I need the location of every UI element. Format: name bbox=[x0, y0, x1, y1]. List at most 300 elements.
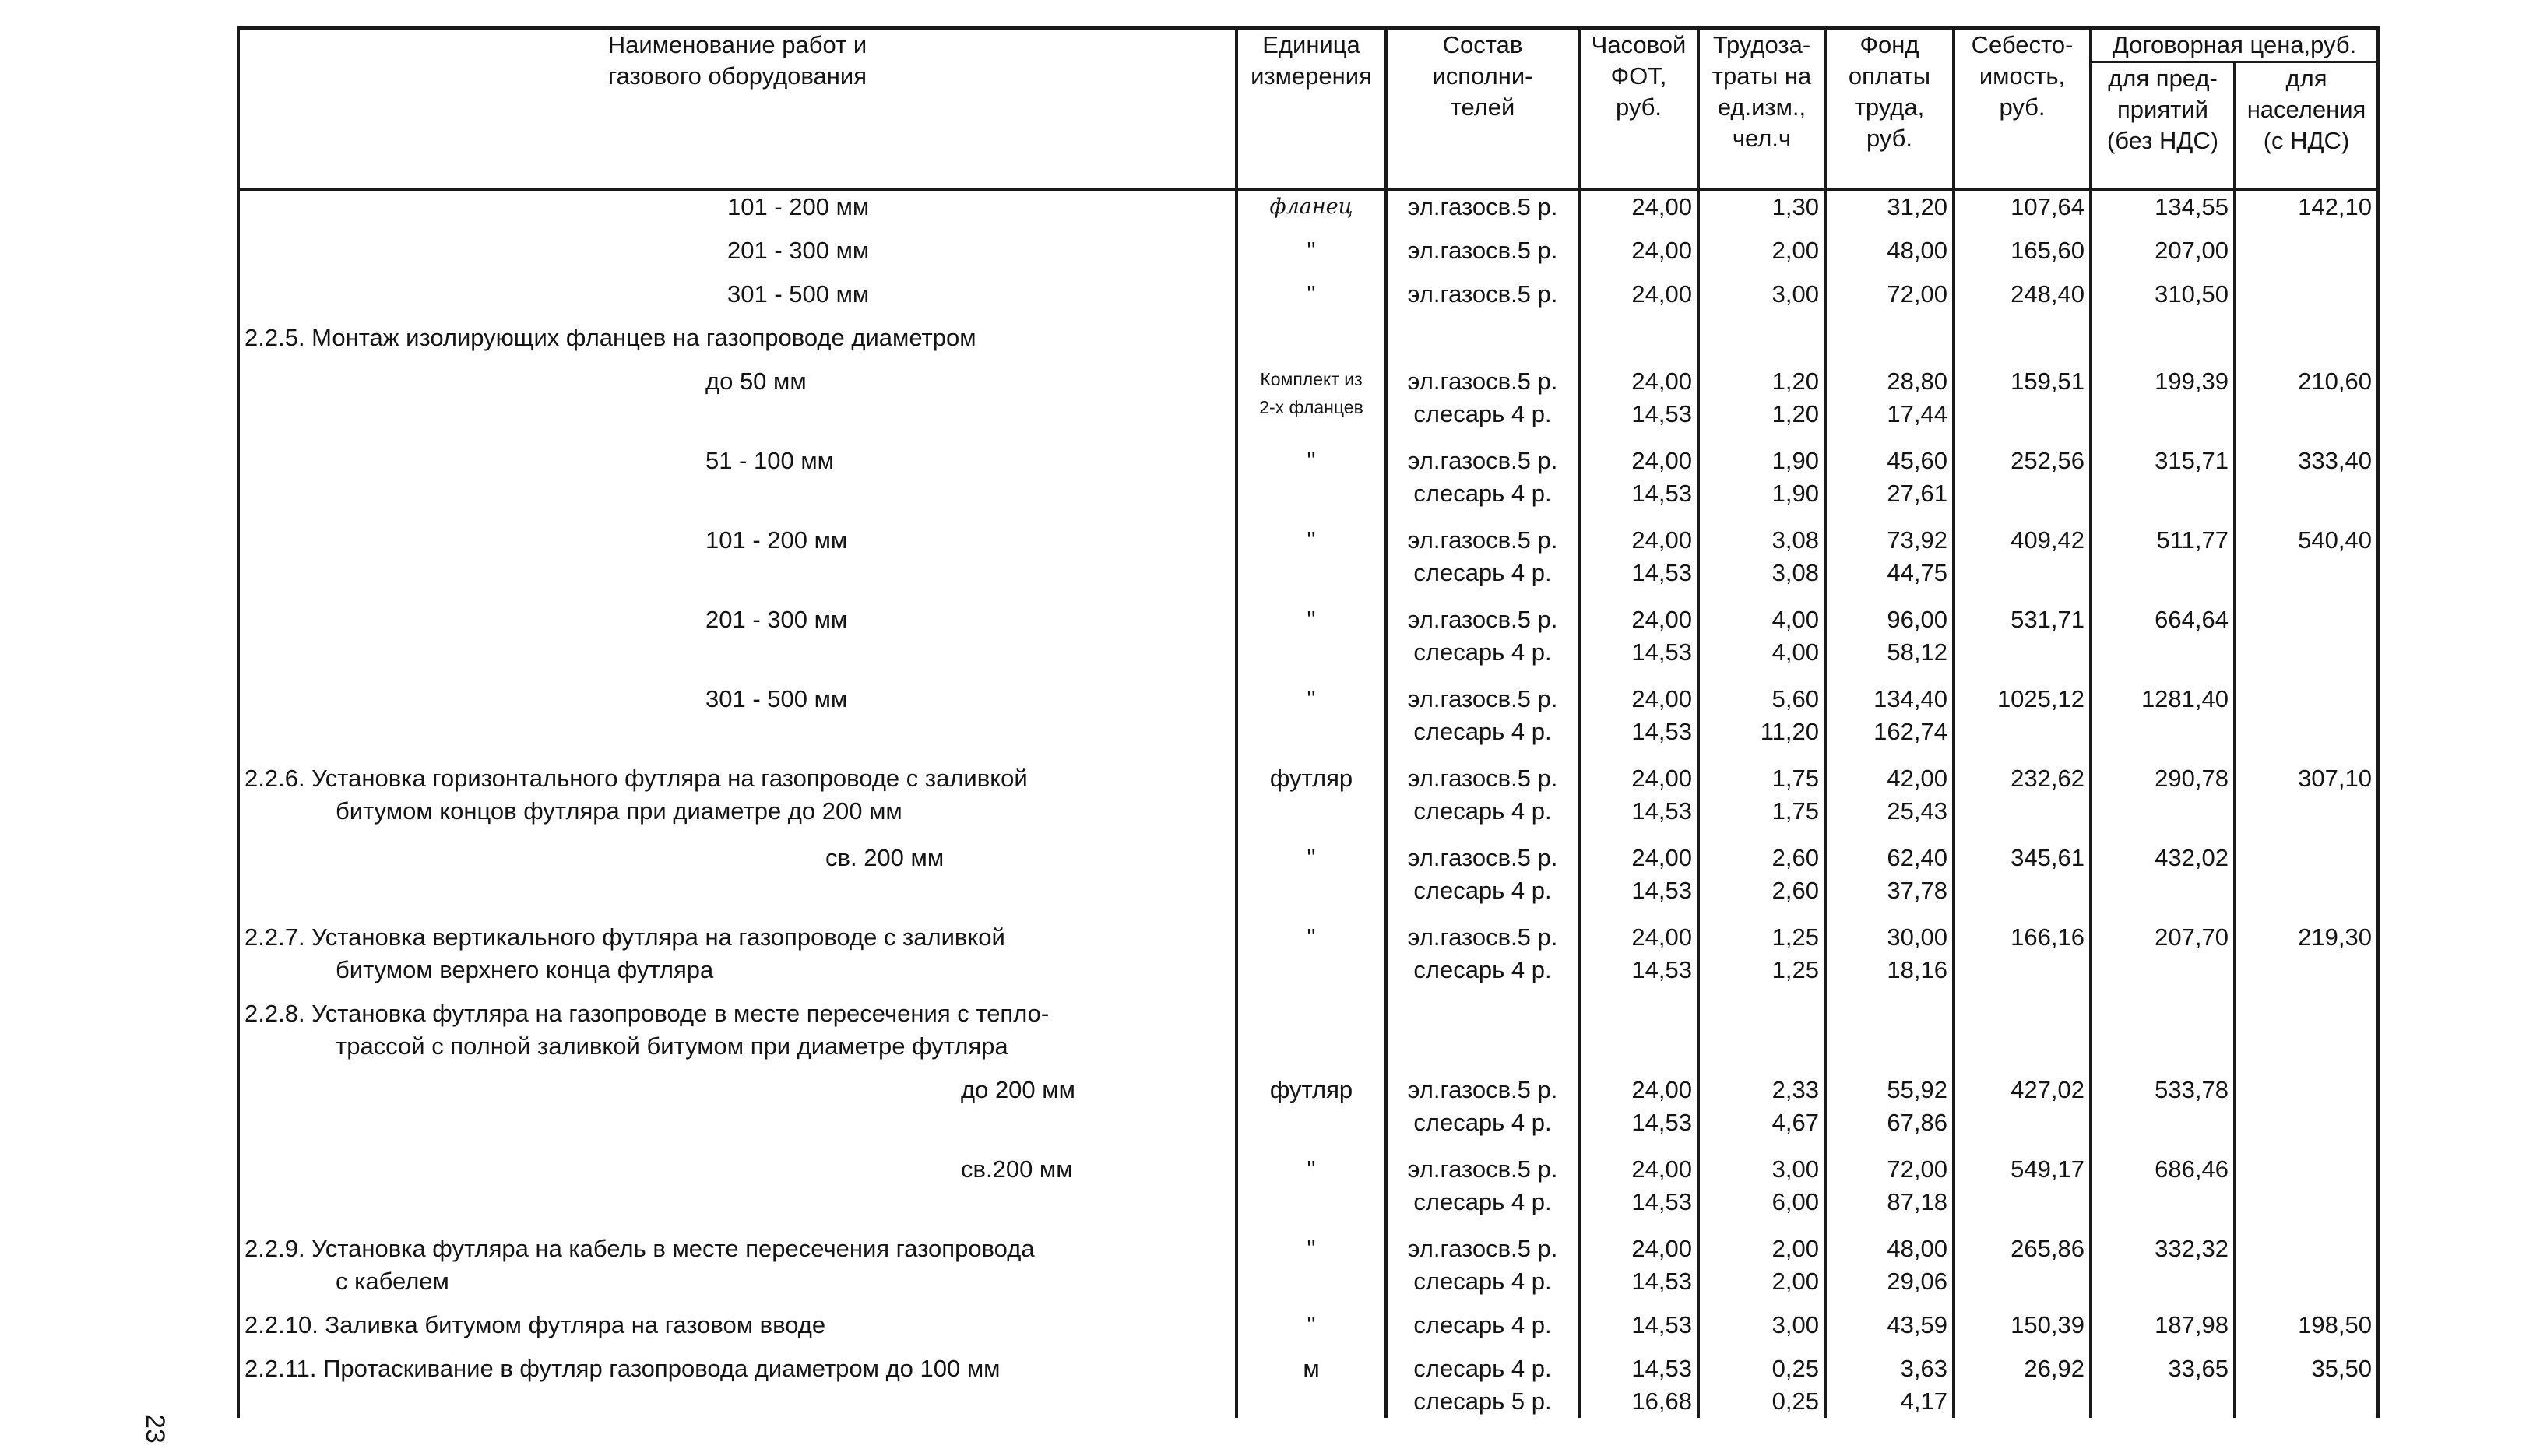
labor-cell bbox=[1698, 1298, 1825, 1342]
population-price-cell bbox=[2235, 1063, 2378, 1139]
rate-line: 16,68 bbox=[1631, 1387, 1692, 1415]
labor-cell bbox=[1698, 669, 1825, 748]
labor-line: 2,60 bbox=[1771, 877, 1819, 904]
labor-line: 4,00 bbox=[1771, 638, 1819, 666]
labor-line: 2,00 bbox=[1771, 1235, 1819, 1262]
cost-cell: 165,60 bbox=[1954, 223, 2091, 267]
wage-line: 96,00 bbox=[1887, 606, 1947, 633]
team-line: слесарь 4 р. bbox=[1413, 1268, 1552, 1295]
labor-line: 2,60 bbox=[1771, 844, 1819, 871]
work-name-cell bbox=[238, 589, 1237, 669]
rate-line: 24,00 bbox=[1631, 1235, 1692, 1262]
wage-line: 42,00 bbox=[1887, 765, 1947, 792]
rate-cell bbox=[1579, 669, 1698, 748]
rate-line: 14,53 bbox=[1631, 797, 1692, 825]
wage-cell bbox=[1825, 354, 1954, 431]
enterprise-price-cell: 187,98 bbox=[2091, 1298, 2235, 1342]
team-line: слесарь 4 р. bbox=[1413, 718, 1552, 745]
cost-cell: 265,86 bbox=[1954, 1219, 2091, 1298]
price-table bbox=[237, 26, 2380, 1418]
header-rate: Часовой ФОТ, руб. bbox=[1579, 28, 1698, 189]
work-name-cell bbox=[238, 907, 1237, 986]
header-unit: Единица измерения bbox=[1237, 28, 1386, 189]
labor-cell bbox=[1698, 354, 1825, 431]
rate-cell bbox=[1579, 748, 1698, 828]
cost-cell: 1025,12 bbox=[1954, 669, 2091, 748]
wage-cell bbox=[1825, 267, 1954, 311]
work-name-line: 101 - 200 мм bbox=[727, 193, 870, 220]
unit-line: " bbox=[1307, 526, 1316, 554]
team-cell bbox=[1386, 354, 1579, 431]
wage-line: 29,06 bbox=[1887, 1268, 1947, 1295]
team-line: эл.газосв.5 р. bbox=[1407, 193, 1558, 220]
work-name-line: 2.2.9. Установка футляра на кабель в месте пересечения газопровода bbox=[245, 1235, 1035, 1262]
team-line: слесарь 4 р. bbox=[1413, 400, 1552, 427]
work-name-line: 2.2.5. Монтаж изолирующих фланцев на газопроводе диаметром bbox=[245, 324, 976, 351]
labor-cell bbox=[1698, 510, 1825, 589]
rate-cell bbox=[1579, 510, 1698, 589]
table-row bbox=[238, 189, 2378, 223]
cost-cell: 531,71 bbox=[1954, 589, 2091, 669]
labor-line: 1,30 bbox=[1771, 193, 1819, 220]
labor-line: 0,25 bbox=[1771, 1355, 1819, 1382]
unit-cell bbox=[1237, 986, 1386, 1063]
population-price-cell: 307,10 bbox=[2235, 748, 2378, 828]
team-line: слесарь 4 р. bbox=[1413, 1311, 1552, 1338]
work-name-cell bbox=[238, 311, 1237, 354]
wage-line: 18,16 bbox=[1887, 956, 1947, 983]
table-row bbox=[238, 223, 2378, 267]
rate-line: 14,53 bbox=[1631, 1109, 1692, 1136]
team-line: слесарь 4 р. bbox=[1413, 480, 1552, 507]
team-line: эл.газосв.5 р. bbox=[1407, 1076, 1558, 1103]
rate-cell bbox=[1579, 907, 1698, 986]
header-enterprise: для пред- приятий (без НДС) bbox=[2091, 62, 2235, 190]
wage-line: 31,20 bbox=[1887, 193, 1947, 220]
enterprise-price-cell: 533,78 bbox=[2091, 1063, 2235, 1139]
table-row bbox=[238, 1139, 2378, 1219]
table-row bbox=[238, 431, 2378, 510]
team-line: эл.газосв.5 р. bbox=[1407, 280, 1558, 308]
table-row bbox=[238, 1219, 2378, 1298]
rate-cell bbox=[1579, 1298, 1698, 1342]
cost-cell: 107,64 bbox=[1954, 189, 2091, 223]
rate-cell bbox=[1579, 431, 1698, 510]
rate-line: 14,53 bbox=[1631, 1311, 1692, 1338]
work-name-cell bbox=[238, 828, 1237, 907]
wage-line: 72,00 bbox=[1887, 280, 1947, 308]
population-price-cell bbox=[2235, 1139, 2378, 1219]
work-name-cell bbox=[238, 669, 1237, 748]
labor-line: 1,90 bbox=[1771, 447, 1819, 474]
wage-line: 45,60 bbox=[1887, 447, 1947, 474]
work-name-cell bbox=[238, 1298, 1237, 1342]
header-price-group: Договорная цена,руб. bbox=[2091, 28, 2378, 62]
wage-line: 30,00 bbox=[1887, 923, 1947, 951]
unit-cell bbox=[1237, 431, 1386, 510]
labor-cell bbox=[1698, 189, 1825, 223]
wage-cell bbox=[1825, 1298, 1954, 1342]
team-line: эл.газосв.5 р. bbox=[1407, 606, 1558, 633]
team-cell bbox=[1386, 828, 1579, 907]
rate-line: 24,00 bbox=[1631, 765, 1692, 792]
cost-cell: 252,56 bbox=[1954, 431, 2091, 510]
rate-cell bbox=[1579, 986, 1698, 1063]
population-price-cell: 35,50 bbox=[2235, 1342, 2378, 1418]
rate-line: 14,53 bbox=[1631, 1355, 1692, 1382]
unit-cell bbox=[1237, 510, 1386, 589]
unit-line: м bbox=[1303, 1355, 1320, 1382]
rate-cell bbox=[1579, 267, 1698, 311]
enterprise-price-cell: 310,50 bbox=[2091, 267, 2235, 311]
labor-line: 0,25 bbox=[1771, 1387, 1819, 1415]
work-name-line: 2.2.7. Установка вертикального футляра на газопроводе с заливкой bbox=[245, 923, 1005, 951]
team-cell bbox=[1386, 431, 1579, 510]
unit-line: " bbox=[1307, 923, 1316, 951]
rate-line: 24,00 bbox=[1631, 368, 1692, 395]
work-name-line: 51 - 100 мм bbox=[705, 447, 834, 474]
labor-line: 1,25 bbox=[1771, 956, 1819, 983]
work-name-cell bbox=[238, 1219, 1237, 1298]
cost-cell: 159,51 bbox=[1954, 354, 2091, 431]
wage-line: 27,61 bbox=[1887, 480, 1947, 507]
unit-cell bbox=[1237, 354, 1386, 431]
work-name-cell bbox=[238, 354, 1237, 431]
work-name-cell bbox=[238, 1063, 1237, 1139]
population-price-cell: 198,50 bbox=[2235, 1298, 2378, 1342]
work-name-cell bbox=[238, 189, 1237, 223]
team-line: эл.газосв.5 р. bbox=[1407, 237, 1558, 264]
rate-line: 24,00 bbox=[1631, 606, 1692, 633]
unit-cell bbox=[1237, 1342, 1386, 1418]
labor-line: 2,00 bbox=[1771, 237, 1819, 264]
table-header bbox=[238, 28, 2378, 189]
unit-line: футляр bbox=[1269, 1076, 1353, 1103]
team-line: эл.газосв.5 р. bbox=[1407, 685, 1558, 712]
page-number: 23 bbox=[140, 1414, 170, 1444]
unit-line: 2-х фланцев bbox=[1259, 397, 1363, 417]
unit-cell bbox=[1237, 189, 1386, 223]
labor-line: 2,00 bbox=[1771, 1268, 1819, 1295]
table-row bbox=[238, 907, 2378, 986]
team-line: эл.газосв.5 р. bbox=[1407, 923, 1558, 951]
labor-line: 2,33 bbox=[1771, 1076, 1819, 1103]
cost-cell: 232,62 bbox=[1954, 748, 2091, 828]
work-name-line: 2.2.11. Протаскивание в футляр газопровода диаметром до 100 мм bbox=[245, 1355, 1001, 1382]
enterprise-price-cell bbox=[2091, 986, 2235, 1063]
labor-cell bbox=[1698, 267, 1825, 311]
population-price-cell: 540,40 bbox=[2235, 510, 2378, 589]
population-price-cell: 142,10 bbox=[2235, 189, 2378, 223]
enterprise-price-cell: 432,02 bbox=[2091, 828, 2235, 907]
work-name-cell bbox=[238, 986, 1237, 1063]
labor-line: 1,75 bbox=[1771, 797, 1819, 825]
rate-line: 24,00 bbox=[1631, 685, 1692, 712]
wage-cell bbox=[1825, 828, 1954, 907]
unit-line: " bbox=[1307, 685, 1316, 712]
population-price-cell bbox=[2235, 986, 2378, 1063]
population-price-cell: 210,60 bbox=[2235, 354, 2378, 431]
team-line: слесарь 4 р. bbox=[1413, 1109, 1552, 1136]
labor-line: 1,25 bbox=[1771, 923, 1819, 951]
labor-line: 6,00 bbox=[1771, 1188, 1819, 1215]
wage-line: 62,40 bbox=[1887, 844, 1947, 871]
labor-cell bbox=[1698, 223, 1825, 267]
enterprise-price-cell: 207,70 bbox=[2091, 907, 2235, 986]
rate-line: 24,00 bbox=[1631, 280, 1692, 308]
team-cell bbox=[1386, 1139, 1579, 1219]
work-name-cell bbox=[238, 1342, 1237, 1418]
labor-line: 4,67 bbox=[1771, 1109, 1819, 1136]
unit-cell bbox=[1237, 589, 1386, 669]
rate-line: 24,00 bbox=[1631, 526, 1692, 554]
work-name-line: 301 - 500 мм bbox=[705, 685, 848, 712]
table-row bbox=[238, 267, 2378, 311]
labor-line: 3,08 bbox=[1771, 526, 1819, 554]
team-cell bbox=[1386, 907, 1579, 986]
team-cell bbox=[1386, 748, 1579, 828]
labor-cell bbox=[1698, 431, 1825, 510]
labor-line: 1,20 bbox=[1771, 400, 1819, 427]
unit-cell bbox=[1237, 748, 1386, 828]
rate-cell bbox=[1579, 223, 1698, 267]
population-price-cell bbox=[2235, 223, 2378, 267]
table-row bbox=[238, 311, 2378, 354]
enterprise-price-cell: 315,71 bbox=[2091, 431, 2235, 510]
unit-line: футляр bbox=[1269, 765, 1353, 792]
enterprise-price-cell: 332,32 bbox=[2091, 1219, 2235, 1298]
wage-cell bbox=[1825, 311, 1954, 354]
wage-line: 58,12 bbox=[1887, 638, 1947, 666]
work-name-line: с кабелем bbox=[336, 1268, 449, 1295]
team-line: эл.газосв.5 р. bbox=[1407, 526, 1558, 554]
work-name-line: до 50 мм bbox=[705, 368, 807, 395]
header-labor: Трудоза- траты на ед.изм., чел.ч bbox=[1698, 28, 1825, 189]
table-row bbox=[238, 748, 2378, 828]
team-line: эл.газосв.5 р. bbox=[1407, 765, 1558, 792]
work-name-line: 2.2.10. Заливка битумом футляра на газовом вводе bbox=[245, 1311, 826, 1338]
enterprise-price-cell bbox=[2091, 311, 2235, 354]
wage-line: 48,00 bbox=[1887, 1235, 1947, 1262]
cost-cell: 248,40 bbox=[1954, 267, 2091, 311]
work-name-line: 2.2.6. Установка горизонтального футляра на газопроводе с заливкой bbox=[245, 765, 1028, 792]
wage-line: 87,18 bbox=[1887, 1188, 1947, 1215]
rate-cell bbox=[1579, 828, 1698, 907]
team-cell bbox=[1386, 1342, 1579, 1418]
wage-cell bbox=[1825, 589, 1954, 669]
population-price-cell bbox=[2235, 311, 2378, 354]
cost-cell bbox=[1954, 311, 2091, 354]
team-cell bbox=[1386, 986, 1579, 1063]
wage-line: 72,00 bbox=[1887, 1155, 1947, 1183]
enterprise-price-cell: 199,39 bbox=[2091, 354, 2235, 431]
work-name-cell bbox=[238, 267, 1237, 311]
labor-cell bbox=[1698, 828, 1825, 907]
wage-line: 25,43 bbox=[1887, 797, 1947, 825]
team-line: слесарь 4 р. bbox=[1413, 1188, 1552, 1215]
labor-cell bbox=[1698, 1219, 1825, 1298]
rate-cell bbox=[1579, 589, 1698, 669]
rate-line: 14,53 bbox=[1631, 1268, 1692, 1295]
team-cell bbox=[1386, 589, 1579, 669]
unit-line: " bbox=[1307, 1235, 1316, 1262]
work-name-cell bbox=[238, 431, 1237, 510]
rate-line: 14,53 bbox=[1631, 877, 1692, 904]
population-price-cell: 219,30 bbox=[2235, 907, 2378, 986]
wage-cell bbox=[1825, 669, 1954, 748]
unit-cell bbox=[1237, 669, 1386, 748]
wage-cell bbox=[1825, 1342, 1954, 1418]
team-line: эл.газосв.5 р. bbox=[1407, 368, 1558, 395]
labor-line: 1,90 bbox=[1771, 480, 1819, 507]
labor-cell bbox=[1698, 1063, 1825, 1139]
labor-line: 3,00 bbox=[1771, 280, 1819, 308]
enterprise-price-cell: 1281,40 bbox=[2091, 669, 2235, 748]
wage-line: 17,44 bbox=[1887, 400, 1947, 427]
labor-cell bbox=[1698, 1342, 1825, 1418]
unit-line: фланец bbox=[1269, 195, 1353, 219]
rate-line: 24,00 bbox=[1631, 193, 1692, 220]
labor-line: 3,08 bbox=[1771, 559, 1819, 586]
unit-line: " bbox=[1307, 1311, 1316, 1338]
table-row bbox=[238, 669, 2378, 748]
table-row bbox=[238, 589, 2378, 669]
rate-cell bbox=[1579, 354, 1698, 431]
population-price-cell bbox=[2235, 589, 2378, 669]
rate-line: 24,00 bbox=[1631, 237, 1692, 264]
unit-line: " bbox=[1307, 447, 1316, 474]
labor-line: 1,20 bbox=[1771, 368, 1819, 395]
unit-cell bbox=[1237, 907, 1386, 986]
unit-cell bbox=[1237, 1139, 1386, 1219]
wage-cell bbox=[1825, 986, 1954, 1063]
unit-line: " bbox=[1307, 237, 1316, 264]
rate-cell bbox=[1579, 1139, 1698, 1219]
wage-line: 134,40 bbox=[1873, 685, 1947, 712]
unit-line: " bbox=[1307, 606, 1316, 633]
enterprise-price-cell: 290,78 bbox=[2091, 748, 2235, 828]
header-team: Состав исполни- телей bbox=[1386, 28, 1579, 189]
team-line: слесарь 4 р. bbox=[1413, 956, 1552, 983]
wage-line: 4,17 bbox=[1900, 1387, 1947, 1415]
wage-line: 48,00 bbox=[1887, 237, 1947, 264]
rate-line: 14,53 bbox=[1631, 956, 1692, 983]
unit-cell bbox=[1237, 311, 1386, 354]
team-line: слесарь 4 р. bbox=[1413, 1355, 1552, 1382]
population-price-cell bbox=[2235, 828, 2378, 907]
work-name-line: 301 - 500 мм bbox=[727, 280, 870, 308]
work-name-cell bbox=[238, 1139, 1237, 1219]
rate-line: 24,00 bbox=[1631, 923, 1692, 951]
rate-line: 24,00 bbox=[1631, 844, 1692, 871]
unit-cell bbox=[1237, 1063, 1386, 1139]
table-row bbox=[238, 986, 2378, 1063]
cost-cell bbox=[1954, 986, 2091, 1063]
table-row bbox=[238, 828, 2378, 907]
header-name: Наименование работ и газового оборудования bbox=[238, 28, 1237, 189]
work-name-line: 2.2.8. Установка футляра на газопроводе в месте пересечения с тепло- bbox=[245, 1000, 1050, 1027]
unit-line: " bbox=[1307, 1155, 1316, 1183]
header-cost: Себесто- имость, руб. bbox=[1954, 28, 2091, 189]
wage-cell bbox=[1825, 1219, 1954, 1298]
rate-line: 14,53 bbox=[1631, 638, 1692, 666]
work-name-line: до 200 мм bbox=[961, 1076, 1075, 1103]
rate-line: 14,53 bbox=[1631, 559, 1692, 586]
wage-line: 43,59 bbox=[1887, 1311, 1947, 1338]
team-cell bbox=[1386, 267, 1579, 311]
cost-cell: 409,42 bbox=[1954, 510, 2091, 589]
unit-cell bbox=[1237, 1219, 1386, 1298]
header-wage: Фонд оплаты труда, руб. bbox=[1825, 28, 1954, 189]
team-line: эл.газосв.5 р. bbox=[1407, 1155, 1558, 1183]
team-line: эл.газосв.5 р. bbox=[1407, 1235, 1558, 1262]
enterprise-price-cell: 33,65 bbox=[2091, 1342, 2235, 1418]
team-cell bbox=[1386, 223, 1579, 267]
rate-cell bbox=[1579, 1342, 1698, 1418]
unit-cell bbox=[1237, 828, 1386, 907]
wage-line: 73,92 bbox=[1887, 526, 1947, 554]
wage-cell bbox=[1825, 510, 1954, 589]
wage-line: 55,92 bbox=[1887, 1076, 1947, 1103]
cost-cell: 345,61 bbox=[1954, 828, 2091, 907]
population-price-cell bbox=[2235, 267, 2378, 311]
enterprise-price-cell: 511,77 bbox=[2091, 510, 2235, 589]
labor-cell bbox=[1698, 748, 1825, 828]
work-name-cell bbox=[238, 223, 1237, 267]
rate-line: 14,53 bbox=[1631, 718, 1692, 745]
labor-line: 3,00 bbox=[1771, 1311, 1819, 1338]
unit-cell bbox=[1237, 267, 1386, 311]
work-name-line: трассой с полной заливкой битумом при диаметре футляра bbox=[336, 1032, 1008, 1060]
cost-cell: 166,16 bbox=[1954, 907, 2091, 986]
wage-line: 37,78 bbox=[1887, 877, 1947, 904]
unit-line: " bbox=[1307, 280, 1316, 308]
wage-cell bbox=[1825, 223, 1954, 267]
cost-cell: 150,39 bbox=[1954, 1298, 2091, 1342]
wage-line: 67,86 bbox=[1887, 1109, 1947, 1136]
wage-cell bbox=[1825, 1063, 1954, 1139]
labor-line: 11,20 bbox=[1760, 718, 1819, 745]
unit-line: Комплект из bbox=[1260, 369, 1363, 389]
unit-line: " bbox=[1307, 844, 1316, 871]
population-price-cell bbox=[2235, 669, 2378, 748]
table-row bbox=[238, 1342, 2378, 1418]
work-name-line: 101 - 200 мм bbox=[705, 526, 848, 554]
team-cell bbox=[1386, 189, 1579, 223]
team-cell bbox=[1386, 669, 1579, 748]
population-price-cell bbox=[2235, 1219, 2378, 1298]
team-line: слесарь 4 р. bbox=[1413, 797, 1552, 825]
wage-line: 44,75 bbox=[1887, 559, 1947, 586]
cost-cell: 549,17 bbox=[1954, 1139, 2091, 1219]
labor-line: 4,00 bbox=[1771, 606, 1819, 633]
team-cell bbox=[1386, 510, 1579, 589]
rate-line: 14,53 bbox=[1631, 480, 1692, 507]
rate-line: 24,00 bbox=[1631, 1155, 1692, 1183]
enterprise-price-cell: 686,46 bbox=[2091, 1139, 2235, 1219]
rate-line: 14,53 bbox=[1631, 1188, 1692, 1215]
enterprise-price-cell: 664,64 bbox=[2091, 589, 2235, 669]
table-row bbox=[238, 354, 2378, 431]
team-line: слесарь 5 р. bbox=[1413, 1387, 1552, 1415]
table-body bbox=[238, 189, 2378, 1418]
cost-cell: 26,92 bbox=[1954, 1342, 2091, 1418]
work-name-line: св. 200 мм bbox=[825, 844, 945, 871]
table-row bbox=[238, 1063, 2378, 1139]
work-name-line: св.200 мм bbox=[961, 1155, 1073, 1183]
wage-line: 28,80 bbox=[1887, 368, 1947, 395]
team-cell bbox=[1386, 311, 1579, 354]
